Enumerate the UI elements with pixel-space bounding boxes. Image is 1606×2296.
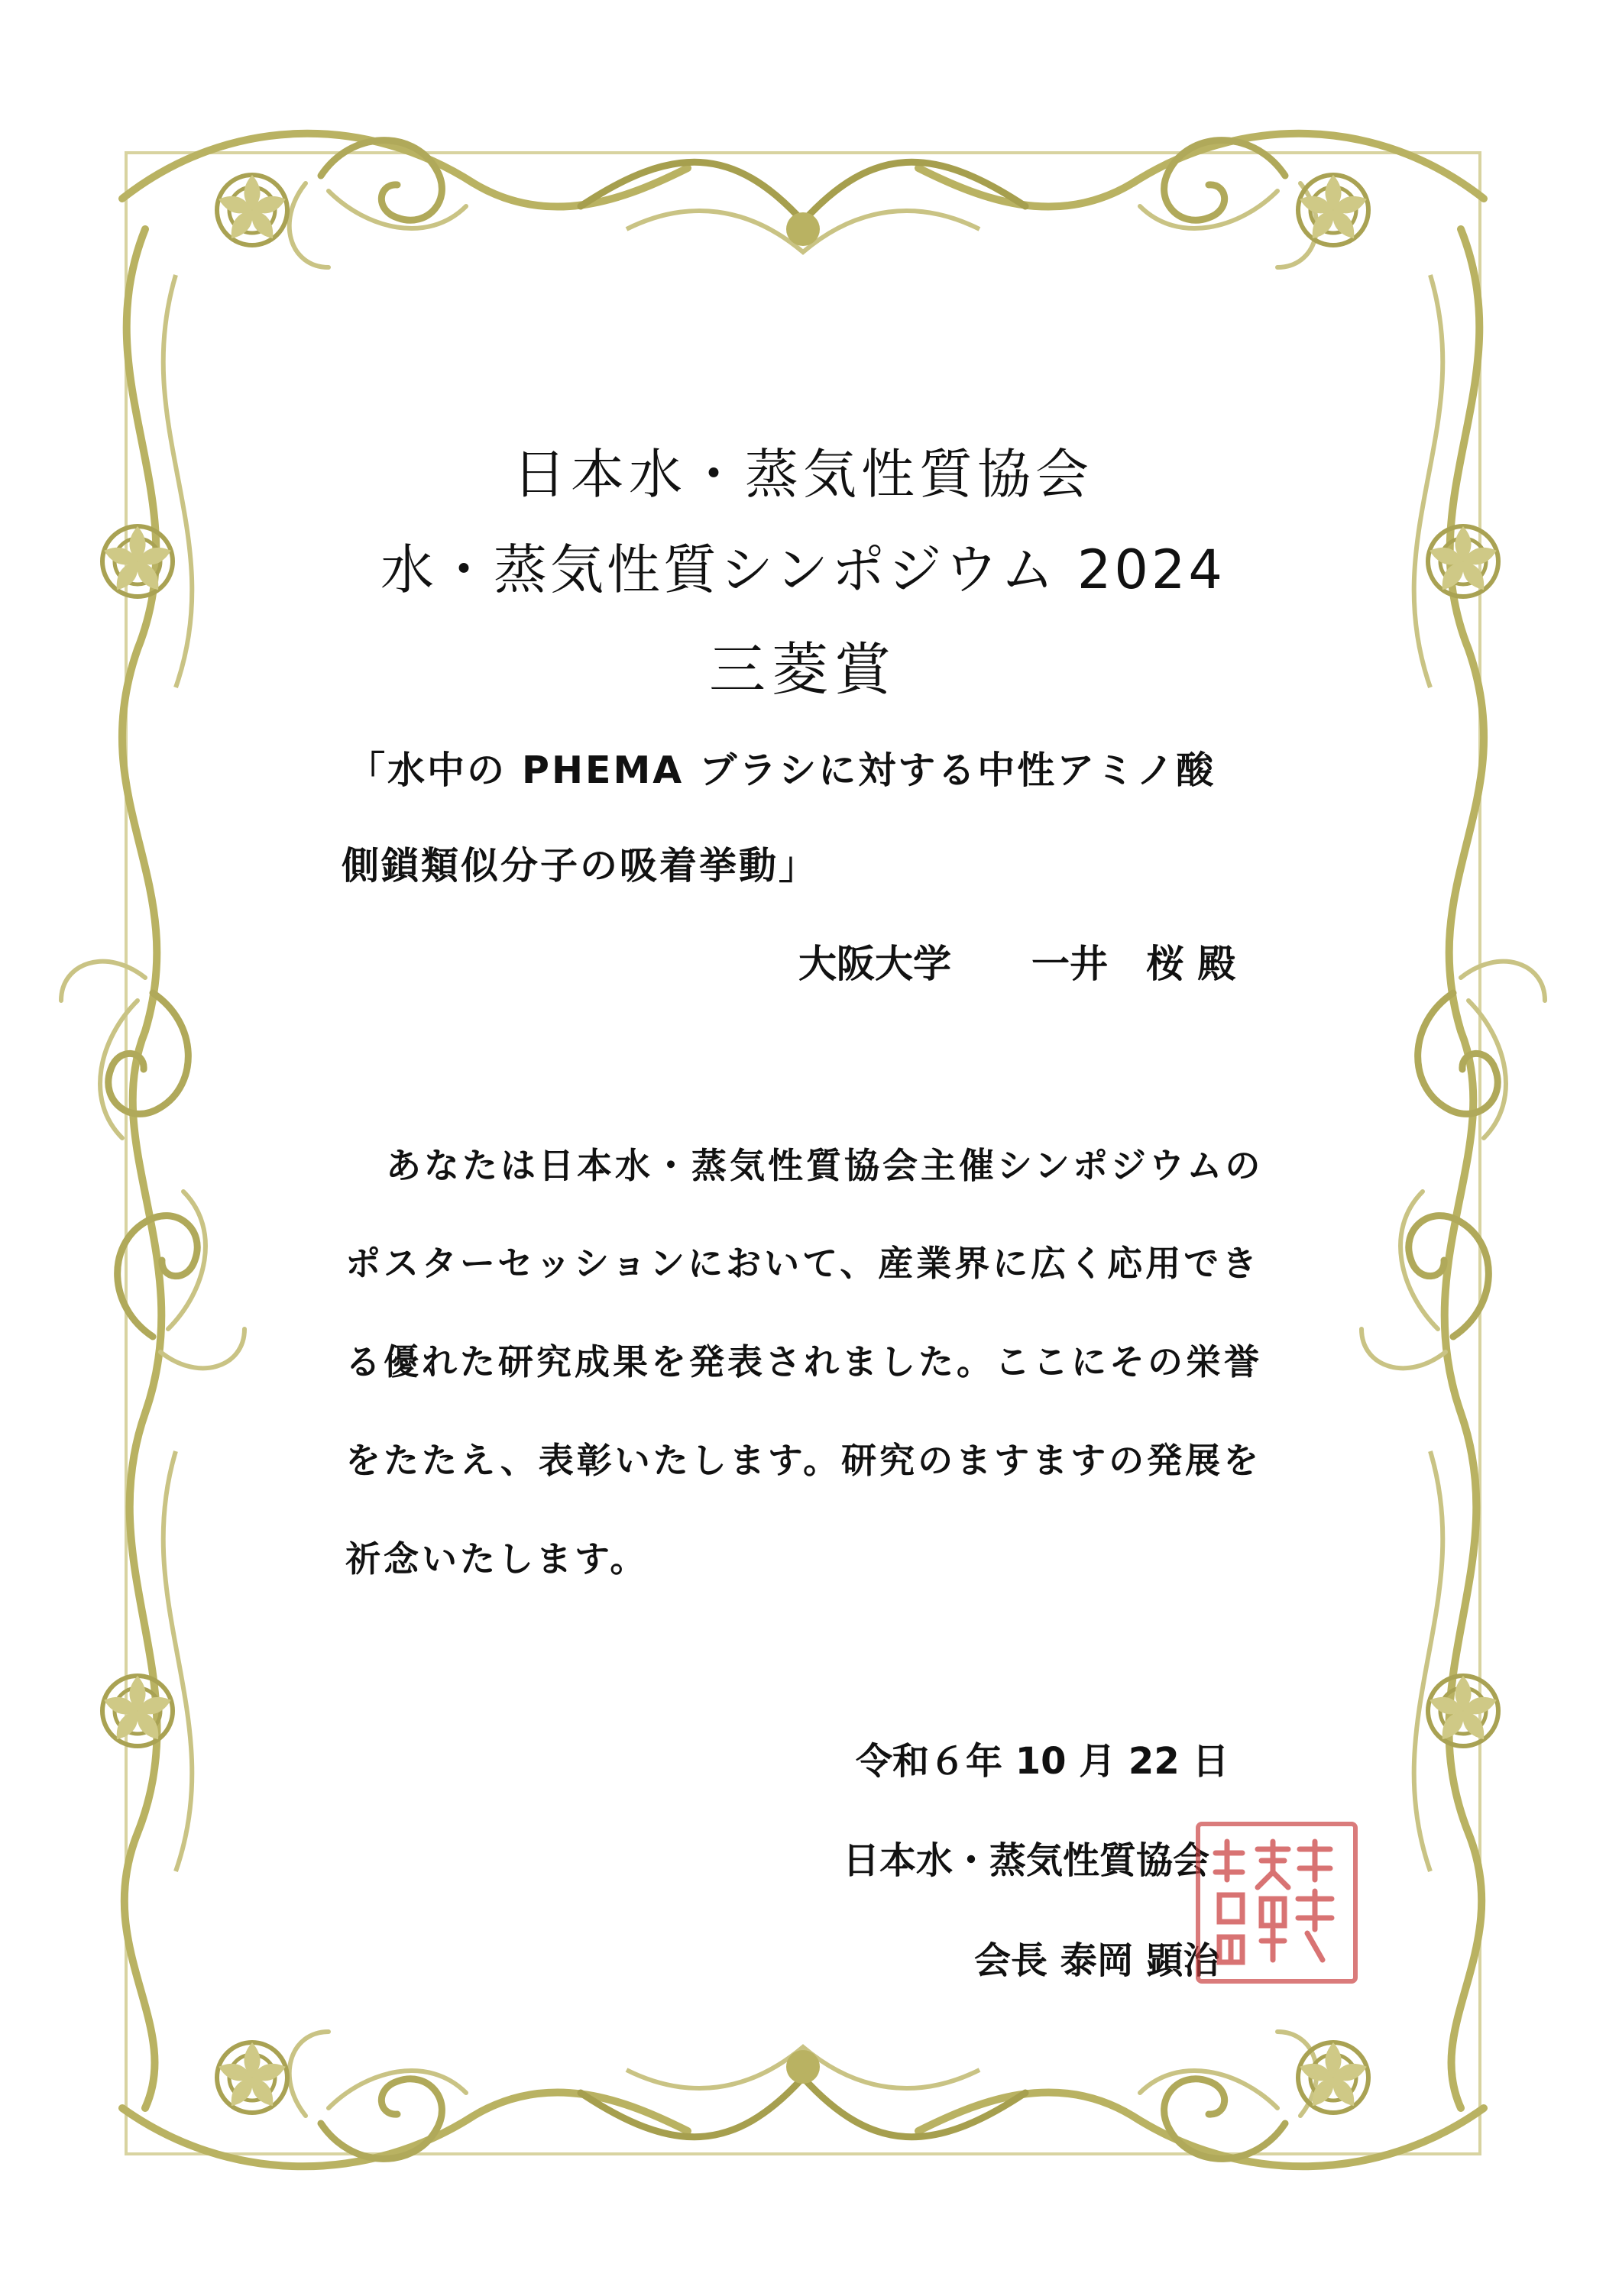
paper-title-line-1: 「水中の PHEMA ブラシに対する中性アミノ酸 <box>348 749 1216 792</box>
body-line-2: ポスターセッションにおいて、産業界に広く応用でき <box>345 1243 1261 1284</box>
issuer-title-name: 会長 泰岡 顕治 <box>974 1939 1220 1982</box>
body-line-5: 祈念いたします。 <box>345 1538 649 1580</box>
bottom-border-ornament <box>122 2032 1484 2166</box>
issue-date: 令和６年 10 月 22 日 <box>856 1740 1229 1783</box>
right-border-ornament <box>1362 229 1545 2108</box>
left-border-ornament <box>61 229 244 2108</box>
official-seal-stamp <box>1196 1822 1358 1984</box>
paper-title-line-2: 側鎖類似分子の吸着挙動」 <box>342 844 819 888</box>
body-line-1: あなたは日本水・蒸気性質協会主催シンポジウムの <box>386 1145 1264 1186</box>
event-heading: 水・蒸気性質シンポジウム 2024 <box>380 538 1226 601</box>
body-line-3: る優れた研究成果を発表されました。ここにその栄誉 <box>345 1341 1262 1382</box>
issuer-organization: 日本水・蒸気性質協会 <box>843 1839 1210 1882</box>
body-line-4: をたたえ、表彰いたします。研究のますますの発展を <box>345 1440 1262 1481</box>
recipient-affiliation: 大阪大学 <box>798 942 951 986</box>
recipient-name: 一井 桜 殿 <box>1031 942 1236 986</box>
award-title: 三菱賞 <box>709 637 897 703</box>
organization-heading: 日本水・蒸気性質協会 <box>513 443 1093 506</box>
